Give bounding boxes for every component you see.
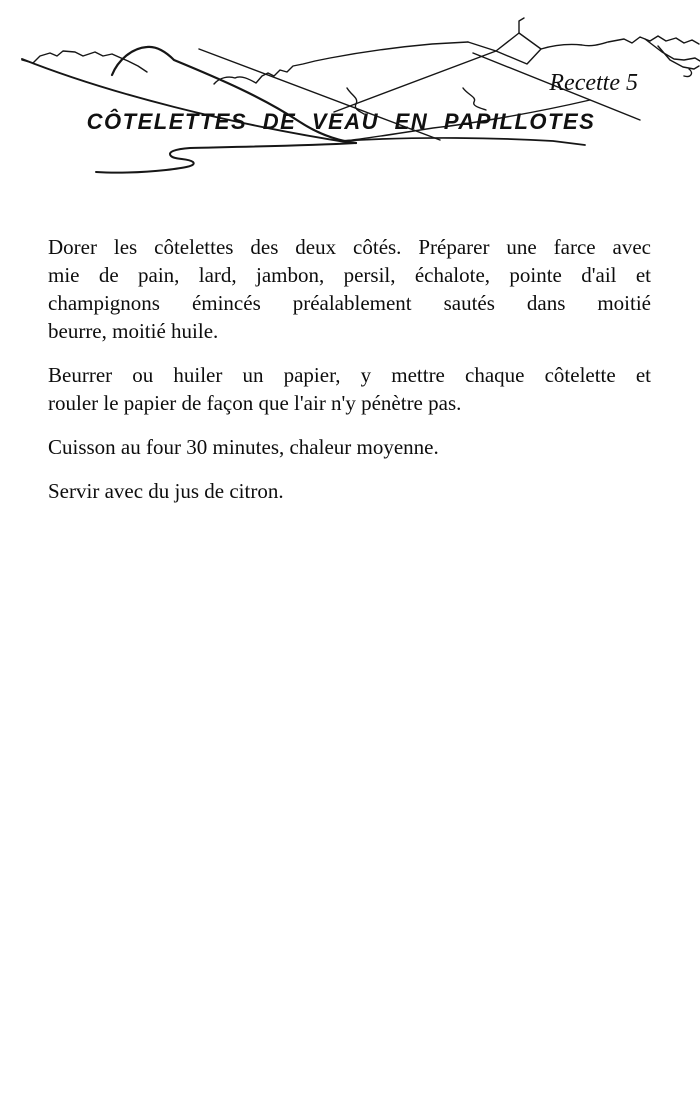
summit-mast-icon (519, 18, 524, 33)
body-text-line: champignons émincés préalablement sautés dans moitié (48, 291, 651, 315)
right-cliff-hatching (645, 39, 700, 76)
recipe-body (48, 233, 651, 521)
body-text-line: mie de pain, lard, jambon, persil, échalote, pointe d'ail et (48, 263, 651, 287)
middle-hills-line (214, 42, 468, 84)
recipe-paragraph (48, 477, 651, 505)
body-text-line: Dorer les côtelettes des deux côtés. Préparer une farce avec (48, 235, 651, 259)
body-text-line: Beurrer ou huiler un papier, y mettre chaque côtelette et (48, 363, 651, 387)
recipe-title: CÔTELETTES DE VEAU EN PAPILLOTES (86, 109, 596, 134)
recipe-paragraph (48, 361, 651, 417)
road-squiggle-line (96, 143, 356, 173)
valley-base-line (340, 138, 585, 145)
recipe-paragraph (48, 433, 651, 461)
body-text-line: rouler le papier de façon que l'air n'y pénètre pas. (48, 391, 462, 415)
body-text-line: Cuisson au four 30 minutes, chaleur moyenne. (48, 435, 439, 459)
right-mountain-left-slope (334, 51, 496, 112)
recipe-paragraph (48, 233, 651, 345)
ravine-line-right (463, 88, 486, 110)
body-text-line: beurre, moitié huile. (48, 319, 219, 343)
summit-facets-line (468, 33, 541, 64)
recipe-number: Recette 5 (549, 70, 638, 96)
right-ridge-line (541, 36, 699, 49)
body-text-line: Servir avec du jus de citron. (48, 479, 284, 503)
